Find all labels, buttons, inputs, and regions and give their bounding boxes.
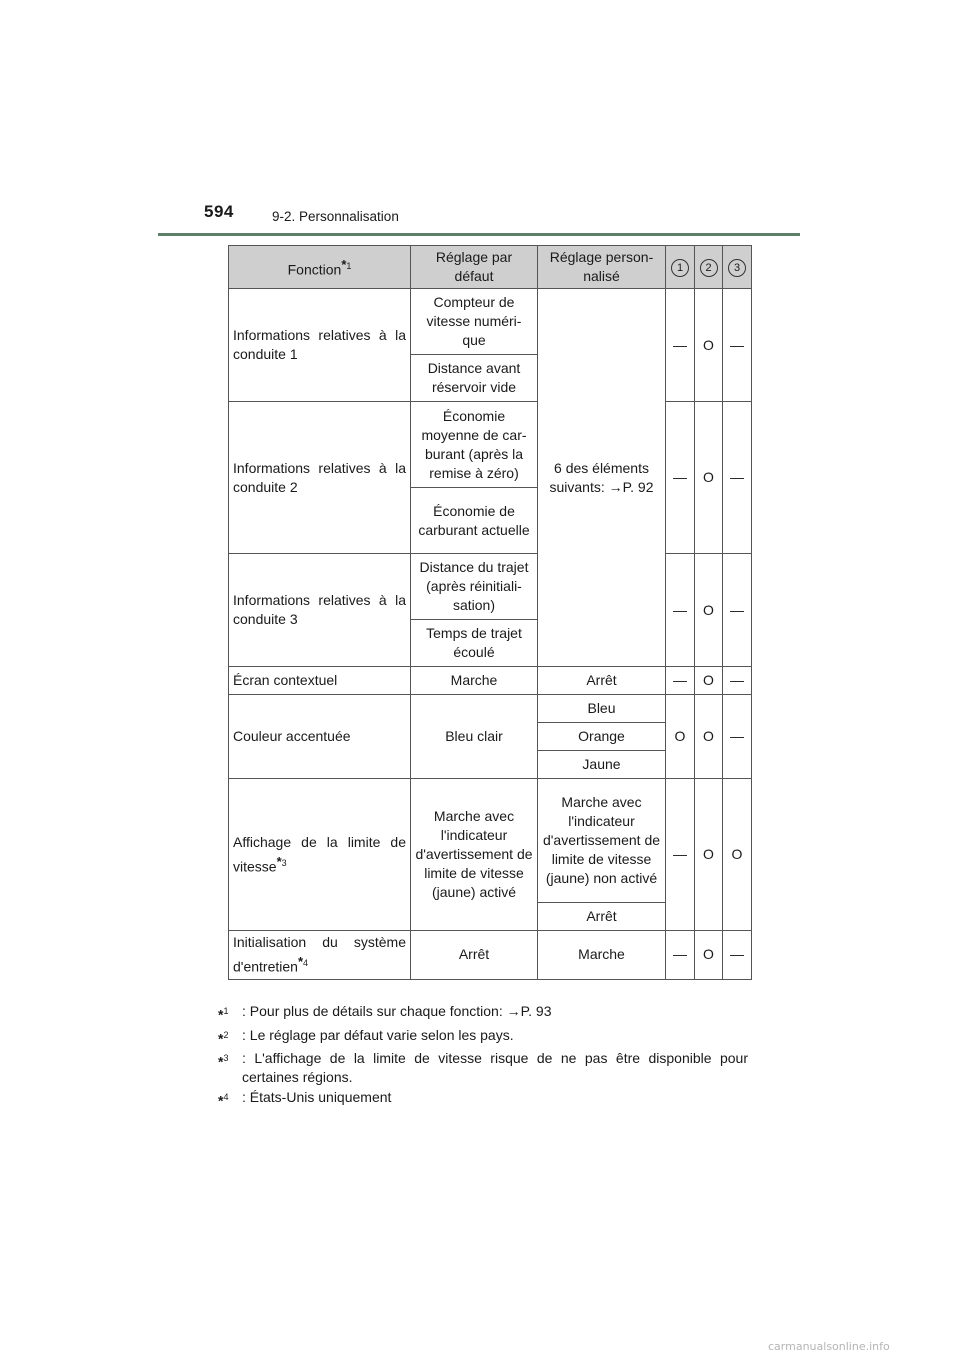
row-option: Économie de carburant actuelle <box>411 488 538 554</box>
row-col-2: O <box>695 554 723 667</box>
row-col-2: O <box>695 779 723 931</box>
section-title: 9-2. Personnalisation <box>272 209 399 224</box>
watermark: carmanualsonline.info <box>768 1340 890 1353</box>
header-personnalise: Réglage person-nalisé <box>538 246 666 289</box>
row-option: Marche avec l'indicateur d'avertissement de limite de vitesse (jaune) non activé <box>538 779 666 903</box>
row-option: Économie moyenne de car-burant (après la remise à zéro) <box>411 402 538 488</box>
row-col-2: O <box>695 289 723 402</box>
row-col-3: — <box>723 289 752 402</box>
row-option: Distance avant réservoir vide <box>411 355 538 402</box>
row-option: Temps de trajet écoulé <box>411 620 538 667</box>
row-option: Arrêt <box>538 903 666 931</box>
header-col-1 <box>666 246 695 289</box>
row-default: Marche avec l'indicateur d'avertissement de limite de vitesse (jaune) activé <box>411 779 538 931</box>
row-col-1: — <box>666 931 695 980</box>
row-option: Orange <box>538 723 666 751</box>
row-option: Jaune <box>538 751 666 779</box>
row-col-2: O <box>695 402 723 554</box>
row-option: Distance du trajet (après réinitiali-sation) <box>411 554 538 620</box>
table-header-row <box>229 246 752 289</box>
row-col-1: — <box>666 779 695 931</box>
row-col-1: — <box>666 402 695 554</box>
row-col-1: O <box>666 695 695 779</box>
table-row <box>229 695 752 723</box>
row-label: Informations relatives à la conduite 1 <box>229 289 411 402</box>
header-rule <box>158 233 800 236</box>
row-label: Initialisation du système d'entretien$^{*4}$ <box>229 931 411 980</box>
row-default: Marche <box>411 667 538 695</box>
row-label: Informations relatives à la conduite 3 <box>229 554 411 667</box>
row-col-1: — <box>666 554 695 667</box>
row-custom-setting: Arrêt <box>538 667 666 695</box>
table-row <box>229 289 752 355</box>
row-label: Informations relatives à la conduite 2 <box>229 402 411 554</box>
footnote: *$^3$ : L'affichage de la limite de vitesse risque de ne pas être disponible pour certaines régions. <box>218 1050 748 1086</box>
row-option: Bleu <box>538 695 666 723</box>
row-option: Compteur de vitesse numéri-que <box>411 289 538 355</box>
row-col-2: O <box>695 667 723 695</box>
circled-number-3: 3 <box>728 259 746 277</box>
header-fonction: Fonction$^{*1}$ <box>229 246 411 289</box>
table-row <box>229 931 752 980</box>
row-col-2: O <box>695 695 723 779</box>
row-col-3: — <box>723 931 752 980</box>
footnote: *$^4$ : États-Unis uniquement <box>218 1089 392 1109</box>
row-label: Couleur accentuée <box>229 695 411 779</box>
row-col-3: — <box>723 554 752 667</box>
header-col-2 <box>695 246 723 289</box>
row-label: Écran contextuel <box>229 667 411 695</box>
row-col-1: — <box>666 667 695 695</box>
row-col-2: O <box>695 931 723 980</box>
table-row <box>229 667 752 695</box>
header-col-3 <box>723 246 752 289</box>
table-row <box>229 554 752 620</box>
circled-number-2: 2 <box>700 259 718 277</box>
row-custom-setting: 6 des éléments suivants: →P. 92 <box>538 289 666 667</box>
footnotes <box>218 1002 748 1112</box>
row-label: Affichage de la limite de vitesse$^{*3}$ <box>229 779 411 931</box>
row-col-3: — <box>723 695 752 779</box>
footnote: *$^1$ : Pour plus de détails sur chaque fonction: →P. 93 <box>218 1003 552 1023</box>
page-number: 594 <box>204 202 234 221</box>
row-custom-setting: Marche <box>538 931 666 980</box>
row-col-3: — <box>723 667 752 695</box>
row-default: Bleu clair <box>411 695 538 779</box>
row-col-3: — <box>723 402 752 554</box>
table-row <box>229 779 752 903</box>
settings-table <box>228 245 752 980</box>
row-col-1: — <box>666 289 695 402</box>
header-defaut: Réglage par défaut <box>411 246 538 289</box>
row-default: Arrêt <box>411 931 538 980</box>
row-col-3: O <box>723 779 752 931</box>
circled-number-1: 1 <box>671 259 689 277</box>
table-row <box>229 402 752 488</box>
footnote: *$^2$ : Le réglage par défaut varie selon les pays. <box>218 1026 514 1047</box>
